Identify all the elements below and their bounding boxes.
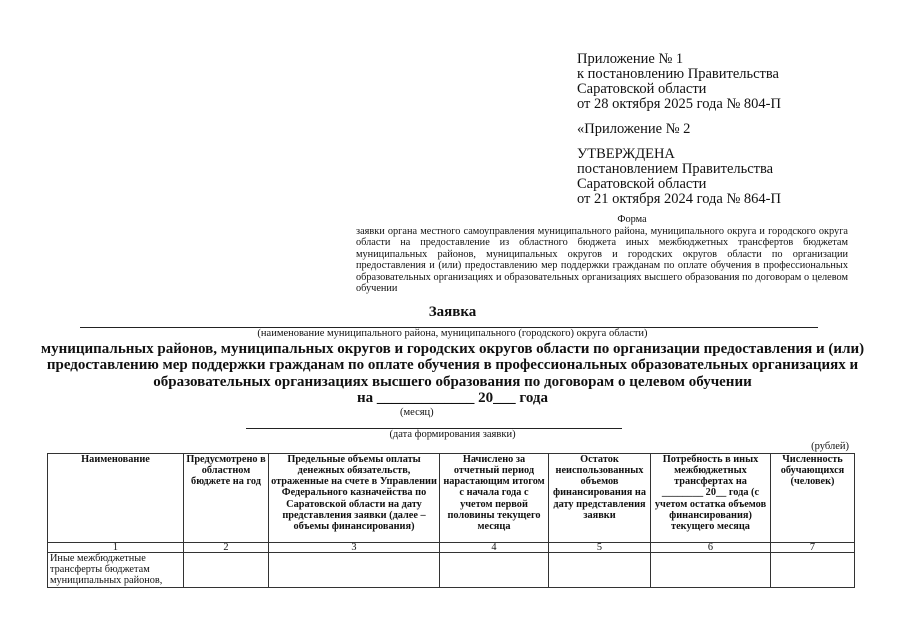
column-number: 7	[771, 542, 855, 552]
column-number-row	[48, 542, 855, 552]
header-cell: Начислено за отчетный период нарастающим итогом с начала года с учетом первой половины текущего месяца	[440, 453, 549, 542]
header-cell: Остаток неиспользованных объемов финансирования на дату представления заявки	[549, 453, 651, 542]
document-body	[0, 214, 905, 588]
document-title	[22, 341, 883, 407]
date-caption: (дата формирования заявки)	[389, 428, 516, 440]
approved-line: Саратовской области	[577, 176, 707, 192]
form-title: Форма	[617, 214, 647, 225]
month-caption: (месяц)	[400, 406, 434, 418]
request-table	[47, 453, 855, 588]
approved-line: постановлением Правительства	[577, 161, 774, 177]
appendix-block	[577, 52, 781, 207]
appendix-line: к постановлению Правительства	[577, 66, 779, 82]
table-row	[48, 552, 855, 587]
header-cell: Предусмотрено в областном бюджете на год	[184, 453, 269, 542]
appendix-line: Саратовской области	[577, 81, 707, 97]
data-cell	[184, 552, 269, 587]
table-header-row	[48, 453, 855, 542]
header-cell: Потребность в иных межбюджетных трансфертах на ________ 20__ года (с учетом остатка объемов финансирования) текущего месяца	[651, 453, 771, 542]
month-caption-wrap	[0, 407, 905, 420]
column-number: 6	[651, 542, 771, 552]
title-text: муниципальных районов, муниципальных округов и городских округов области по организации предоставления и (или) предоставлению мер поддержки гражданам по оплате обучения в профессиональных образовательных организациях и образовательных организациях высшего образования по договорам о целевом обучении	[40, 340, 865, 390]
appendix-line: от 28 октября 2025 года № 804-П	[577, 96, 781, 112]
data-cell	[269, 552, 440, 587]
data-cell	[771, 552, 855, 587]
column-number: 4	[440, 542, 549, 552]
column-number: 3	[269, 542, 440, 552]
data-cell	[549, 552, 651, 587]
name-caption: (наименование муниципального района, муниципального (городского) округа области)	[257, 327, 648, 339]
form-description	[356, 214, 848, 295]
form-text: заявки органа местного самоуправления муниципального района, муниципального округа и городского округа области на предоставление из областного бюджета иных межбюджетных трансфертов бюджетам муниципальных районов, муниципальных округов и городских округов области по организации предоставления и (или) предоставлению мер поддержки гражданам по оплате обучения в профессиональных образовательных организациях и образовательных организациях высшего образования по договорам о целевом обучении	[356, 225, 848, 294]
period-line: на _____________ 20___ года	[357, 390, 548, 406]
data-cell	[651, 552, 771, 587]
units-label: (рублей)	[811, 440, 849, 452]
column-number: 2	[184, 542, 269, 552]
zayavka-heading: Заявка	[428, 303, 477, 320]
header-cell: Наименование	[48, 453, 184, 542]
column-number: 5	[549, 542, 651, 552]
sub-appendix: «Приложение № 2	[577, 121, 691, 137]
row-name-cell: Иные межбюджетные трансферты бюджетам муниципальных районов,	[48, 552, 184, 587]
column-number: 1	[48, 542, 184, 552]
data-cell	[440, 552, 549, 587]
header-cell: Предельные объемы оплаты денежных обязательств, отраженные на счете в Управлении Федерального казначейства по Саратовской области на дату представления заявки (далее – объемы финансирования)	[269, 453, 440, 542]
approved-line: УТВЕРЖДЕНА	[577, 146, 675, 162]
appendix-line: Приложение № 1	[577, 51, 684, 67]
approved-line: от 21 октября 2024 года № 864-П	[577, 191, 781, 207]
header-cell: Численность обучающихся (человек)	[771, 453, 855, 542]
